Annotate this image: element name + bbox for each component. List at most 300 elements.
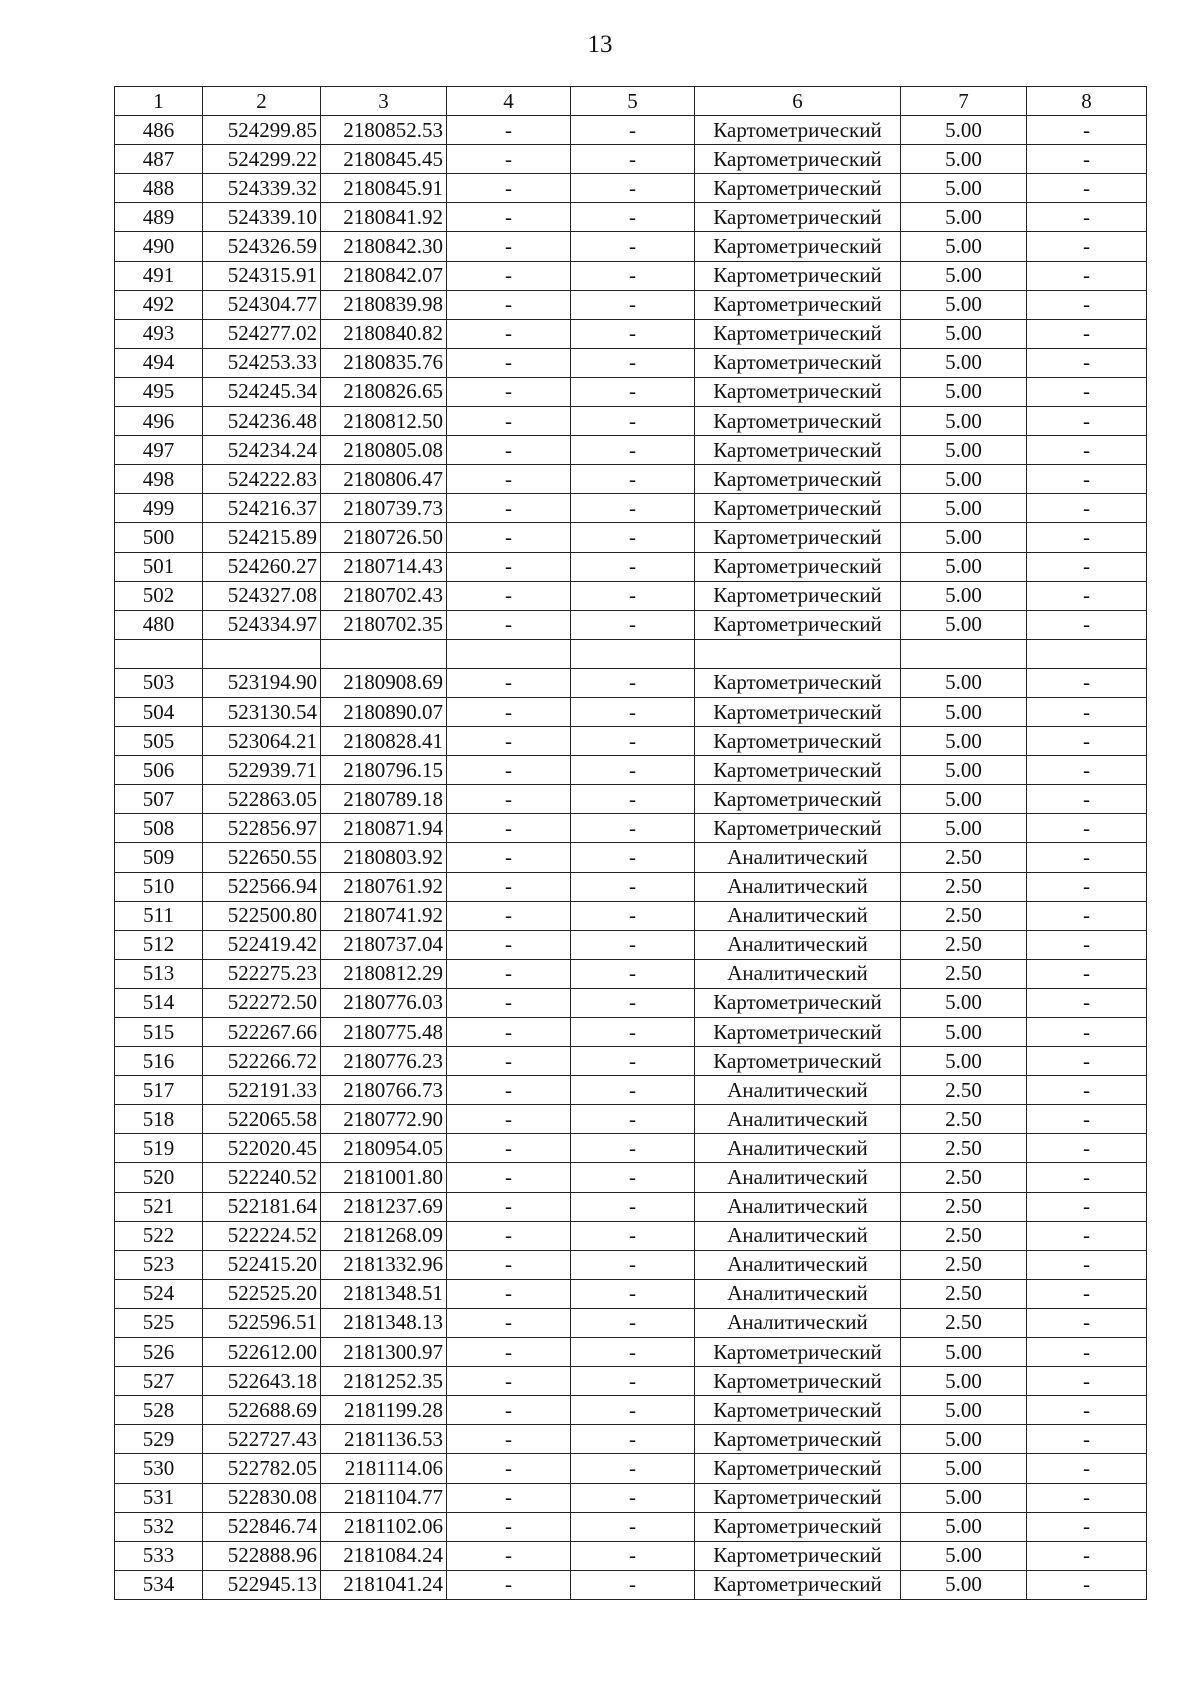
- column-4-cell: -: [447, 814, 571, 843]
- point-number-cell: 488: [115, 174, 203, 203]
- accuracy-cell: 2.50: [901, 1192, 1027, 1221]
- method-cell: Аналитический: [695, 1221, 901, 1250]
- column-header: 3: [321, 87, 447, 116]
- column-8-cell: -: [1027, 552, 1147, 581]
- column-4-cell: -: [447, 290, 571, 319]
- accuracy-cell: 5.00: [901, 407, 1027, 436]
- x-coordinate-cell: 522727.43: [203, 1425, 321, 1454]
- x-coordinate-cell: 524304.77: [203, 290, 321, 319]
- y-coordinate-cell: 2180826.65: [321, 377, 447, 406]
- column-8-cell: -: [1027, 1076, 1147, 1105]
- x-coordinate-cell: 522065.58: [203, 1105, 321, 1134]
- column-5-cell: -: [571, 1454, 695, 1483]
- y-coordinate-cell: 2180840.82: [321, 319, 447, 348]
- column-5-cell: -: [571, 814, 695, 843]
- column-5-cell: -: [571, 232, 695, 261]
- x-coordinate-cell: 524299.22: [203, 145, 321, 174]
- column-4-cell: -: [447, 581, 571, 610]
- column-4-cell: -: [447, 1512, 571, 1541]
- table-row: [115, 145, 1147, 174]
- table-row: [115, 1221, 1147, 1250]
- point-number-cell: 494: [115, 348, 203, 377]
- accuracy-cell: 5.00: [901, 1512, 1027, 1541]
- accuracy-cell: 5.00: [901, 1570, 1027, 1599]
- table-row: [115, 1250, 1147, 1279]
- method-cell: Картометрический: [695, 1454, 901, 1483]
- method-cell: Картометрический: [695, 756, 901, 785]
- method-cell: Картометрический: [695, 319, 901, 348]
- x-coordinate-cell: 524334.97: [203, 610, 321, 639]
- column-4-cell: -: [447, 610, 571, 639]
- table-row: [115, 319, 1147, 348]
- method-cell: Картометрический: [695, 727, 901, 756]
- table-row: [115, 261, 1147, 290]
- y-coordinate-cell: 2180845.91: [321, 174, 447, 203]
- x-coordinate-cell: 522500.80: [203, 901, 321, 930]
- table-row: [115, 1483, 1147, 1512]
- column-5-cell: -: [571, 203, 695, 232]
- point-number-cell: 489: [115, 203, 203, 232]
- table-row: [115, 814, 1147, 843]
- column-4-cell: -: [447, 1570, 571, 1599]
- accuracy-cell: 5.00: [901, 1367, 1027, 1396]
- column-5-cell: -: [571, 261, 695, 290]
- y-coordinate-cell: 2180702.43: [321, 581, 447, 610]
- table-row: [115, 727, 1147, 756]
- column-5-cell: -: [571, 377, 695, 406]
- point-number-cell: 511: [115, 901, 203, 930]
- method-cell: Картометрический: [695, 174, 901, 203]
- point-number-cell: 529: [115, 1425, 203, 1454]
- table-row: [115, 1105, 1147, 1134]
- table-row: [115, 552, 1147, 581]
- table-row: [115, 1076, 1147, 1105]
- table-row: [115, 668, 1147, 697]
- y-coordinate-cell: 2180805.08: [321, 436, 447, 465]
- table-row: [115, 1279, 1147, 1308]
- column-5-cell: -: [571, 1570, 695, 1599]
- x-coordinate-cell: 522782.05: [203, 1454, 321, 1483]
- accuracy-cell: 5.00: [901, 523, 1027, 552]
- column-8-cell: -: [1027, 523, 1147, 552]
- point-number-cell: 514: [115, 988, 203, 1017]
- column-4-cell: -: [447, 232, 571, 261]
- y-coordinate-cell: 2180842.30: [321, 232, 447, 261]
- column-5-cell: -: [571, 668, 695, 697]
- y-coordinate-cell: 2181268.09: [321, 1221, 447, 1250]
- table-row: [115, 1570, 1147, 1599]
- method-cell: Аналитический: [695, 1134, 901, 1163]
- column-header: 5: [571, 87, 695, 116]
- accuracy-cell: 5.00: [901, 756, 1027, 785]
- y-coordinate-cell: 2181300.97: [321, 1338, 447, 1367]
- column-5-cell: -: [571, 436, 695, 465]
- column-5-cell: -: [571, 523, 695, 552]
- column-4-cell: -: [447, 901, 571, 930]
- column-4-cell: -: [447, 1134, 571, 1163]
- column-8-cell: -: [1027, 1134, 1147, 1163]
- method-cell: Картометрический: [695, 348, 901, 377]
- point-number-cell: 504: [115, 697, 203, 726]
- accuracy-cell: 5.00: [901, 988, 1027, 1017]
- y-coordinate-cell: 2180761.92: [321, 872, 447, 901]
- point-number-cell: 491: [115, 261, 203, 290]
- point-number-cell: 522: [115, 1221, 203, 1250]
- y-coordinate-cell: 2180739.73: [321, 494, 447, 523]
- column-5-cell: -: [571, 988, 695, 1017]
- table-row: [115, 1134, 1147, 1163]
- accuracy-cell: 2.50: [901, 959, 1027, 988]
- point-number-cell: 526: [115, 1338, 203, 1367]
- column-5-cell: -: [571, 1512, 695, 1541]
- x-coordinate-cell: 522020.45: [203, 1134, 321, 1163]
- x-coordinate-cell: 522415.20: [203, 1250, 321, 1279]
- column-5-cell: -: [571, 1367, 695, 1396]
- column-8-cell: -: [1027, 1018, 1147, 1047]
- x-coordinate-cell: 523064.21: [203, 727, 321, 756]
- accuracy-cell: 5.00: [901, 145, 1027, 174]
- column-8-cell: -: [1027, 872, 1147, 901]
- column-5-cell: -: [571, 1541, 695, 1570]
- x-coordinate-cell: 524216.37: [203, 494, 321, 523]
- x-coordinate-cell: 522650.55: [203, 843, 321, 872]
- method-cell: Картометрический: [695, 581, 901, 610]
- accuracy-cell: 2.50: [901, 1105, 1027, 1134]
- column-4-cell: [447, 639, 571, 668]
- y-coordinate-cell: 2180741.92: [321, 901, 447, 930]
- method-cell: Аналитический: [695, 901, 901, 930]
- column-4-cell: -: [447, 1454, 571, 1483]
- point-number-cell: 499: [115, 494, 203, 523]
- column-4-cell: -: [447, 1308, 571, 1337]
- column-4-cell: -: [447, 377, 571, 406]
- column-4-cell: -: [447, 930, 571, 959]
- column-5-cell: -: [571, 959, 695, 988]
- y-coordinate-cell: 2181348.13: [321, 1308, 447, 1337]
- column-5-cell: -: [571, 465, 695, 494]
- x-coordinate-cell: 524260.27: [203, 552, 321, 581]
- column-8-cell: -: [1027, 610, 1147, 639]
- method-cell: Картометрический: [695, 1367, 901, 1396]
- column-header: 7: [901, 87, 1027, 116]
- column-8-cell: -: [1027, 988, 1147, 1017]
- column-5-cell: -: [571, 1047, 695, 1076]
- point-number-cell: 520: [115, 1163, 203, 1192]
- method-cell: Аналитический: [695, 1308, 901, 1337]
- y-coordinate-cell: 2180702.35: [321, 610, 447, 639]
- point-number-cell: 487: [115, 145, 203, 174]
- column-5-cell: -: [571, 872, 695, 901]
- point-number-cell: 534: [115, 1570, 203, 1599]
- column-8-cell: -: [1027, 436, 1147, 465]
- method-cell: Картометрический: [695, 261, 901, 290]
- y-coordinate-cell: 2180908.69: [321, 668, 447, 697]
- column-8-cell: -: [1027, 494, 1147, 523]
- point-number-cell: 501: [115, 552, 203, 581]
- point-number-cell: 493: [115, 319, 203, 348]
- accuracy-cell: 5.00: [901, 348, 1027, 377]
- x-coordinate-cell: 524245.34: [203, 377, 321, 406]
- table-row: [115, 872, 1147, 901]
- point-number-cell: 524: [115, 1279, 203, 1308]
- method-cell: Картометрический: [695, 145, 901, 174]
- accuracy-cell: 5.00: [901, 377, 1027, 406]
- point-number-cell: 506: [115, 756, 203, 785]
- column-4-cell: -: [447, 203, 571, 232]
- method-cell: Картометрический: [695, 116, 901, 145]
- column-8-cell: -: [1027, 1483, 1147, 1512]
- x-coordinate-cell: 522939.71: [203, 756, 321, 785]
- table-body: [115, 116, 1147, 1600]
- y-coordinate-cell: 2180842.07: [321, 261, 447, 290]
- y-coordinate-cell: [321, 639, 447, 668]
- accuracy-cell: 5.00: [901, 436, 1027, 465]
- column-4-cell: -: [447, 1105, 571, 1134]
- accuracy-cell: 5.00: [901, 116, 1027, 145]
- method-cell: Картометрический: [695, 1483, 901, 1512]
- column-5-cell: -: [571, 901, 695, 930]
- column-5-cell: -: [571, 756, 695, 785]
- accuracy-cell: 5.00: [901, 1018, 1027, 1047]
- column-8-cell: -: [1027, 1221, 1147, 1250]
- column-5-cell: -: [571, 407, 695, 436]
- column-header: 4: [447, 87, 571, 116]
- point-number-cell: 490: [115, 232, 203, 261]
- column-4-cell: -: [447, 523, 571, 552]
- method-cell: Картометрический: [695, 523, 901, 552]
- column-4-cell: -: [447, 1279, 571, 1308]
- table-row: [115, 1454, 1147, 1483]
- x-coordinate-cell: 524234.24: [203, 436, 321, 465]
- column-4-cell: -: [447, 552, 571, 581]
- accuracy-cell: 5.00: [901, 727, 1027, 756]
- x-coordinate-cell: 522612.00: [203, 1338, 321, 1367]
- x-coordinate-cell: 524277.02: [203, 319, 321, 348]
- y-coordinate-cell: 2181084.24: [321, 1541, 447, 1570]
- x-coordinate-cell: 522266.72: [203, 1047, 321, 1076]
- accuracy-cell: 2.50: [901, 1279, 1027, 1308]
- table-row: [115, 843, 1147, 872]
- method-cell: Картометрический: [695, 1047, 901, 1076]
- column-5-cell: [571, 639, 695, 668]
- column-8-cell: -: [1027, 1367, 1147, 1396]
- y-coordinate-cell: 2180726.50: [321, 523, 447, 552]
- accuracy-cell: 5.00: [901, 261, 1027, 290]
- y-coordinate-cell: 2181041.24: [321, 1570, 447, 1599]
- table-row: [115, 1047, 1147, 1076]
- accuracy-cell: 5.00: [901, 581, 1027, 610]
- point-number-cell: 517: [115, 1076, 203, 1105]
- point-number-cell: 513: [115, 959, 203, 988]
- method-cell: Картометрический: [695, 814, 901, 843]
- method-cell: Аналитический: [695, 1279, 901, 1308]
- accuracy-cell: 5.00: [901, 465, 1027, 494]
- method-cell: Картометрический: [695, 668, 901, 697]
- point-number-cell: [115, 639, 203, 668]
- table-row: [115, 465, 1147, 494]
- method-cell: Аналитический: [695, 1076, 901, 1105]
- method-cell: [695, 639, 901, 668]
- accuracy-cell: 5.00: [901, 1396, 1027, 1425]
- column-4-cell: -: [447, 1192, 571, 1221]
- method-cell: Картометрический: [695, 1570, 901, 1599]
- x-coordinate-cell: [203, 639, 321, 668]
- y-coordinate-cell: 2180776.23: [321, 1047, 447, 1076]
- point-number-cell: 530: [115, 1454, 203, 1483]
- accuracy-cell: 5.00: [901, 552, 1027, 581]
- table-row: [115, 1163, 1147, 1192]
- column-4-cell: -: [447, 988, 571, 1017]
- method-cell: Аналитический: [695, 930, 901, 959]
- method-cell: Картометрический: [695, 1338, 901, 1367]
- column-8-cell: -: [1027, 174, 1147, 203]
- accuracy-cell: 2.50: [901, 1221, 1027, 1250]
- accuracy-cell: 5.00: [901, 1047, 1027, 1076]
- accuracy-cell: 5.00: [901, 1483, 1027, 1512]
- accuracy-cell: 5.00: [901, 1338, 1027, 1367]
- method-cell: Картометрический: [695, 1018, 901, 1047]
- table-row: [115, 407, 1147, 436]
- column-4-cell: -: [447, 436, 571, 465]
- column-5-cell: -: [571, 1018, 695, 1047]
- x-coordinate-cell: 522945.13: [203, 1570, 321, 1599]
- column-5-cell: -: [571, 581, 695, 610]
- column-8-cell: -: [1027, 581, 1147, 610]
- table-row: [115, 1338, 1147, 1367]
- column-4-cell: -: [447, 407, 571, 436]
- x-coordinate-cell: 522688.69: [203, 1396, 321, 1425]
- x-coordinate-cell: 522846.74: [203, 1512, 321, 1541]
- page-number: 13: [587, 31, 613, 58]
- column-8-cell: -: [1027, 727, 1147, 756]
- column-4-cell: -: [447, 1425, 571, 1454]
- y-coordinate-cell: 2180954.05: [321, 1134, 447, 1163]
- y-coordinate-cell: 2181348.51: [321, 1279, 447, 1308]
- column-5-cell: -: [571, 290, 695, 319]
- column-5-cell: -: [571, 727, 695, 756]
- method-cell: Картометрический: [695, 1425, 901, 1454]
- method-cell: Картометрический: [695, 232, 901, 261]
- x-coordinate-cell: 524215.89: [203, 523, 321, 552]
- y-coordinate-cell: 2180835.76: [321, 348, 447, 377]
- accuracy-cell: 2.50: [901, 1250, 1027, 1279]
- column-8-cell: -: [1027, 1192, 1147, 1221]
- x-coordinate-cell: 522272.50: [203, 988, 321, 1017]
- table-row: [115, 959, 1147, 988]
- x-coordinate-cell: 524253.33: [203, 348, 321, 377]
- point-number-cell: 486: [115, 116, 203, 145]
- x-coordinate-cell: 522596.51: [203, 1308, 321, 1337]
- point-number-cell: 510: [115, 872, 203, 901]
- accuracy-cell: 5.00: [901, 697, 1027, 726]
- method-cell: Аналитический: [695, 843, 901, 872]
- table-row: [115, 203, 1147, 232]
- column-4-cell: -: [447, 1076, 571, 1105]
- y-coordinate-cell: 2181001.80: [321, 1163, 447, 1192]
- table-row-separator: [115, 639, 1147, 668]
- point-number-cell: 518: [115, 1105, 203, 1134]
- point-number-cell: 515: [115, 1018, 203, 1047]
- table-row: [115, 1541, 1147, 1570]
- column-8-cell: -: [1027, 1396, 1147, 1425]
- accuracy-cell: 2.50: [901, 1076, 1027, 1105]
- y-coordinate-cell: 2180772.90: [321, 1105, 447, 1134]
- column-8-cell: -: [1027, 290, 1147, 319]
- column-5-cell: -: [571, 1308, 695, 1337]
- x-coordinate-cell: 522181.64: [203, 1192, 321, 1221]
- point-number-cell: 497: [115, 436, 203, 465]
- point-number-cell: 519: [115, 1134, 203, 1163]
- table-row: [115, 901, 1147, 930]
- x-coordinate-cell: 524339.32: [203, 174, 321, 203]
- column-8-cell: -: [1027, 1338, 1147, 1367]
- column-8-cell: -: [1027, 232, 1147, 261]
- table-row: [115, 697, 1147, 726]
- column-8-cell: -: [1027, 697, 1147, 726]
- column-header: 6: [695, 87, 901, 116]
- accuracy-cell: 5.00: [901, 814, 1027, 843]
- column-4-cell: -: [447, 697, 571, 726]
- x-coordinate-cell: 523130.54: [203, 697, 321, 726]
- x-coordinate-cell: 522888.96: [203, 1541, 321, 1570]
- x-coordinate-cell: 524339.10: [203, 203, 321, 232]
- method-cell: Картометрический: [695, 610, 901, 639]
- x-coordinate-cell: 523194.90: [203, 668, 321, 697]
- column-8-cell: -: [1027, 1105, 1147, 1134]
- column-5-cell: -: [571, 552, 695, 581]
- column-8-cell: -: [1027, 959, 1147, 988]
- point-number-cell: 480: [115, 610, 203, 639]
- table-row: [115, 756, 1147, 785]
- column-8-cell: -: [1027, 1250, 1147, 1279]
- y-coordinate-cell: 2180806.47: [321, 465, 447, 494]
- accuracy-cell: 5.00: [901, 232, 1027, 261]
- table-row: [115, 348, 1147, 377]
- column-8-cell: -: [1027, 756, 1147, 785]
- x-coordinate-cell: 524315.91: [203, 261, 321, 290]
- column-8-cell: -: [1027, 785, 1147, 814]
- column-5-cell: -: [571, 610, 695, 639]
- point-number-cell: 505: [115, 727, 203, 756]
- table-row: [115, 174, 1147, 203]
- column-8-cell: -: [1027, 930, 1147, 959]
- column-5-cell: -: [571, 1134, 695, 1163]
- point-number-cell: 525: [115, 1308, 203, 1337]
- column-5-cell: -: [571, 1221, 695, 1250]
- x-coordinate-cell: 522191.33: [203, 1076, 321, 1105]
- point-number-cell: 496: [115, 407, 203, 436]
- x-coordinate-cell: 524299.85: [203, 116, 321, 145]
- method-cell: Аналитический: [695, 1163, 901, 1192]
- x-coordinate-cell: 522643.18: [203, 1367, 321, 1396]
- method-cell: Картометрический: [695, 988, 901, 1017]
- point-number-cell: 509: [115, 843, 203, 872]
- table-row: [115, 1512, 1147, 1541]
- column-8-cell: -: [1027, 1047, 1147, 1076]
- table-row: [115, 1192, 1147, 1221]
- column-4-cell: -: [447, 1163, 571, 1192]
- table-row: [115, 1396, 1147, 1425]
- column-8-cell: -: [1027, 901, 1147, 930]
- point-number-cell: 492: [115, 290, 203, 319]
- point-number-cell: 521: [115, 1192, 203, 1221]
- table-row: [115, 232, 1147, 261]
- x-coordinate-cell: 524327.08: [203, 581, 321, 610]
- accuracy-cell: 5.00: [901, 668, 1027, 697]
- y-coordinate-cell: 2181252.35: [321, 1367, 447, 1396]
- accuracy-cell: 2.50: [901, 1163, 1027, 1192]
- x-coordinate-cell: 524222.83: [203, 465, 321, 494]
